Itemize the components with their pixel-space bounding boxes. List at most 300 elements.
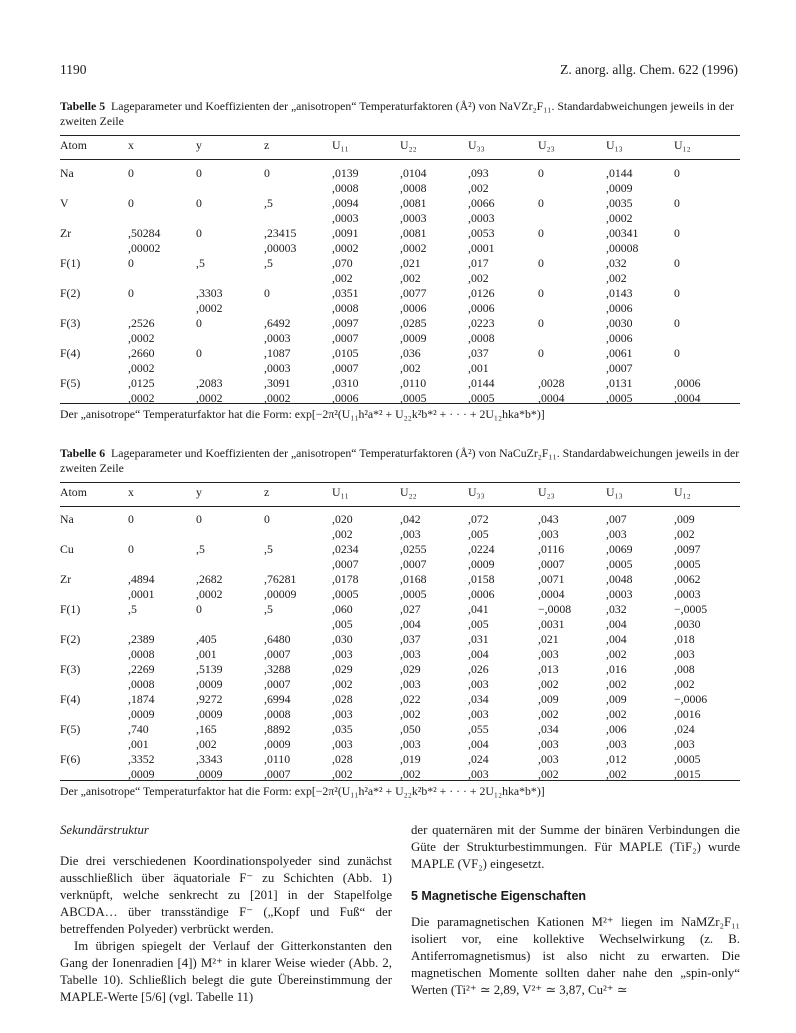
table-cell: ,003	[400, 647, 421, 661]
table-cell	[264, 527, 332, 542]
table-cell: ,002	[400, 271, 421, 285]
table-cell: ,0125	[128, 376, 155, 390]
table-row	[60, 331, 740, 346]
table-row	[60, 346, 740, 361]
table-cell: −,0006	[674, 692, 708, 706]
table-cell: ,037	[400, 632, 421, 646]
table-cell: ,003	[674, 647, 695, 661]
table6-bottom-rule	[60, 780, 740, 781]
table-row	[60, 181, 740, 196]
table-cell	[264, 557, 332, 572]
table-cell: ,0223	[468, 316, 495, 330]
table-cell: ,009	[606, 692, 627, 706]
table-cell: ,002	[606, 677, 627, 691]
table-row	[60, 241, 740, 256]
table-cell	[674, 331, 740, 346]
table-cell: ,0009	[196, 767, 223, 781]
table-cell: ,0030	[674, 617, 701, 631]
table6-header	[60, 485, 740, 500]
table-cell	[60, 527, 128, 542]
table-row	[60, 737, 740, 752]
table-cell: ,0002	[332, 241, 359, 255]
table-cell: 0	[674, 286, 680, 300]
table-cell: ,0053	[468, 226, 495, 240]
table-row	[60, 587, 740, 602]
table-cell: V	[60, 196, 69, 210]
table-cell: ,0004	[674, 391, 701, 405]
table6-header-rule	[60, 506, 740, 507]
table-cell	[60, 361, 128, 376]
table-cell: ,042	[400, 512, 421, 526]
table-cell: ,0035	[606, 196, 633, 210]
column-header: U₃₃	[468, 485, 485, 499]
table-cell: ,004	[606, 632, 627, 646]
table-cell: ,0006	[606, 331, 633, 345]
paragraph: Die drei verschiedenen Koordinationspolyeder sind zunächst ausschließlich über äquatoriale F⁻ zu Schichten (Abb. 1) verknüpft, welche senkrecht zu [201] in der Stapelfolge ABCDA… über transständige F⁻ („Kopf und Fuß“ der betreffenden Polyeder) verbrückt werden.	[60, 854, 392, 936]
table-cell: ,0009	[468, 557, 495, 571]
table-cell: F(5)	[60, 376, 81, 390]
table-cell: ,0005	[400, 391, 427, 405]
table-cell: ,0008	[332, 181, 359, 195]
table-cell: ,0234	[332, 542, 359, 556]
table-cell: ,0178	[332, 572, 359, 586]
table-cell: ,0008	[128, 647, 155, 661]
table-cell: ,0003	[332, 211, 359, 225]
table-cell: ,005	[468, 617, 489, 631]
table-cell	[128, 557, 196, 572]
table-cell: ,001	[196, 647, 217, 661]
table-cell: ,005	[468, 527, 489, 541]
table-cell: ,0003	[400, 211, 427, 225]
table-cell: ,0007	[606, 361, 633, 375]
table-cell	[264, 181, 332, 196]
column-header: x	[128, 485, 134, 499]
table-cell: ,003	[400, 677, 421, 691]
table-cell: ,0005	[674, 752, 701, 766]
table-cell: ,093	[468, 166, 489, 180]
table5-header-rule	[60, 159, 740, 160]
table-cell: ,002	[400, 361, 421, 375]
table-cell: ,004	[468, 737, 489, 751]
table-cell: ,0168	[400, 572, 427, 586]
table-cell: 0	[196, 196, 202, 210]
table-cell: ,2660	[128, 346, 155, 360]
table-cell: ,028	[332, 752, 353, 766]
table-cell: 0	[128, 196, 134, 210]
table-cell	[60, 331, 128, 346]
table-cell: ,0003	[264, 361, 291, 375]
table-cell: ,0069	[606, 542, 633, 556]
table-cell: ,003	[400, 527, 421, 541]
table-cell: 0	[264, 512, 270, 526]
table-row	[60, 361, 740, 376]
table-cell	[196, 271, 264, 286]
table-cell: ,001	[468, 361, 489, 375]
table-cell: ,012	[606, 752, 627, 766]
table-cell: ,1874	[128, 692, 155, 706]
table-cell: ,029	[400, 662, 421, 676]
table-cell: ,002	[606, 647, 627, 661]
table-cell	[538, 241, 606, 256]
table-cell: F(3)	[60, 662, 81, 676]
table-cell: ,002	[400, 707, 421, 721]
column-header: y	[196, 485, 202, 499]
table-cell: ,0048	[606, 572, 633, 586]
table-cell: ,0003	[674, 587, 701, 601]
table-cell: ,0062	[674, 572, 701, 586]
table-cell	[264, 301, 332, 316]
table-cell: ,003	[332, 647, 353, 661]
table-cell: ,034	[538, 722, 559, 736]
table-cell: ,0002	[606, 211, 633, 225]
table-cell: ,4894	[128, 572, 155, 586]
table-cell: ,032	[606, 602, 627, 616]
table-cell: ,0006	[400, 301, 427, 315]
table-cell: ,5	[196, 256, 205, 270]
table-cell: ,009	[538, 692, 559, 706]
table-cell: ,003	[468, 707, 489, 721]
table-cell	[128, 617, 196, 632]
table-row	[60, 316, 740, 331]
table-cell	[264, 211, 332, 226]
table-cell: F(2)	[60, 632, 81, 646]
table-cell: ,003	[674, 737, 695, 751]
table-cell: ,1087	[264, 346, 291, 360]
column-header: U₁₁	[332, 138, 349, 152]
table-cell: 0	[674, 226, 680, 240]
table-row	[60, 647, 740, 662]
table-cell: F(6)	[60, 752, 81, 766]
table-cell: ,0105	[332, 346, 359, 360]
table-cell: 0	[538, 196, 544, 210]
table-cell: Zr	[60, 572, 72, 586]
table-cell: ,0004	[538, 587, 565, 601]
table-cell: 0	[538, 256, 544, 270]
table-cell: ,003	[538, 737, 559, 751]
table-cell: ,0006	[606, 301, 633, 315]
table-cell: ,0008	[332, 301, 359, 315]
column-header: U₁₃	[606, 485, 623, 499]
table-cell: ,5139	[196, 662, 223, 676]
table-cell: ,6480	[264, 632, 291, 646]
table-cell	[60, 647, 128, 662]
table-row	[60, 256, 740, 271]
table-row	[60, 166, 740, 181]
table-cell: ,019	[400, 752, 421, 766]
table-cell: ,0007	[400, 557, 427, 571]
table-cell: ,021	[400, 256, 421, 270]
table-cell	[60, 557, 128, 572]
table-cell: ,0009	[128, 767, 155, 781]
table-cell: ,0097	[674, 542, 701, 556]
table-cell: ,016	[606, 662, 627, 676]
column-header: y	[196, 138, 202, 152]
table-row	[60, 707, 740, 722]
table-row	[60, 677, 740, 692]
table-cell: ,002	[606, 271, 627, 285]
table-cell: F(1)	[60, 602, 81, 616]
table5-label: Tabelle 5	[60, 99, 106, 113]
table-cell: ,0351	[332, 286, 359, 300]
table-cell: ,5	[128, 602, 137, 616]
table-cell: 0	[674, 166, 680, 180]
table-cell: ,0110	[400, 376, 427, 390]
table-cell: ,0110	[264, 752, 291, 766]
table-cell: 0	[264, 166, 270, 180]
table-cell: −,0008	[538, 602, 572, 616]
table-cell: ,003	[538, 647, 559, 661]
table-cell: 0	[196, 602, 202, 616]
table-cell: ,00341	[606, 226, 639, 240]
table-cell: F(4)	[60, 692, 81, 706]
table-cell: ,9272	[196, 692, 223, 706]
column-header: U₂₂	[400, 138, 417, 152]
table-cell: ,0002	[128, 331, 155, 345]
table-cell	[538, 271, 606, 286]
table-cell: ,8892	[264, 722, 291, 736]
table-cell: ,405	[196, 632, 217, 646]
table-row	[60, 542, 740, 557]
table-cell: ,0003	[606, 587, 633, 601]
table-cell: ,0005	[606, 557, 633, 571]
table-cell: ,0006	[674, 376, 701, 390]
table-cell: ,00003	[264, 241, 297, 255]
table-row	[60, 692, 740, 707]
table-cell: 0	[196, 346, 202, 360]
journal-reference: Z. anorg. allg. Chem. 622 (1996)	[560, 62, 738, 77]
table-cell: 0	[264, 286, 270, 300]
table-cell: ,0143	[606, 286, 633, 300]
table6-footnote: Der „anisotrope“ Temperaturfaktor hat die Form: exp[−2π²(U₁₁h²a*² + U₂₂k²b*² + · · · + 2U₁₂hka*b*)]	[60, 784, 545, 798]
table-cell: ,003	[332, 707, 353, 721]
table-row	[60, 271, 740, 286]
table-cell: ,0007	[264, 677, 291, 691]
table-cell: ,0007	[264, 767, 291, 781]
table-cell	[196, 211, 264, 226]
table-row	[60, 286, 740, 301]
table-cell: ,003	[468, 677, 489, 691]
left-column	[60, 822, 392, 1006]
right-column	[411, 822, 740, 999]
table-cell: ,004	[400, 617, 421, 631]
table-cell: ,002	[674, 677, 695, 691]
table-header-row	[60, 485, 740, 500]
table-cell	[674, 211, 740, 226]
table-cell: ,0285	[400, 316, 427, 330]
table5-footnote: Der „anisotrope“ Temperaturfaktor hat die Form: exp[−2π²(U₁₁h²a*² + U₂₂k²b*² + · · · + 2U₁₂hka*b*)]	[60, 407, 545, 421]
table-cell: 0	[674, 316, 680, 330]
table-cell: ,0003	[264, 331, 291, 345]
table-cell	[60, 737, 128, 752]
table-cell	[128, 211, 196, 226]
table-cell: ,002	[674, 527, 695, 541]
page-header	[60, 62, 738, 82]
table-cell: ,2083	[196, 376, 223, 390]
table-cell: ,3352	[128, 752, 155, 766]
table-cell: 0	[128, 542, 134, 556]
table-cell: ,0005	[332, 587, 359, 601]
table-cell: ,0009	[606, 181, 633, 195]
column-header: U₂₃	[538, 138, 555, 152]
table-cell: ,0005	[400, 587, 427, 601]
table-cell: ,027	[400, 602, 421, 616]
table-cell: 0	[128, 286, 134, 300]
table-cell	[674, 361, 740, 376]
table-row	[60, 572, 740, 587]
table-cell: ,0077	[400, 286, 427, 300]
column-header: Atom	[60, 485, 87, 499]
column-header: U₁₁	[332, 485, 349, 499]
table-cell: ,030	[332, 632, 353, 646]
table6-caption-text: Lageparameter und Koeffizienten der „anisotropen“ Temperaturfaktoren (Å²) von NaCuZr₂F₁₁. Standardabweichungen jeweils in der zweiten Zeile	[60, 446, 740, 475]
table-cell: ,072	[468, 512, 489, 526]
table-cell: ,003	[538, 752, 559, 766]
table-cell: ,070	[332, 256, 353, 270]
table-cell	[674, 181, 740, 196]
table-cell: ,003	[606, 527, 627, 541]
table-cell: ,004	[468, 647, 489, 661]
table-cell: ,00008	[606, 241, 639, 255]
table-cell: ,76281	[264, 572, 297, 586]
table-cell	[60, 301, 128, 316]
table-cell: ,5	[264, 542, 273, 556]
column-header: U₃₃	[468, 138, 485, 152]
table-cell: ,2526	[128, 316, 155, 330]
table-cell: ,002	[332, 677, 353, 691]
table-cell	[60, 677, 128, 692]
table-cell	[264, 617, 332, 632]
table-row	[60, 602, 740, 617]
table-cell: 0	[196, 226, 202, 240]
table-cell: ,0224	[468, 542, 495, 556]
table-cell: ,0005	[606, 391, 633, 405]
table-cell: ,0004	[538, 391, 565, 405]
table-cell: ,003	[332, 737, 353, 751]
paragraph: Die paramagnetischen Kationen M²⁺ liegen im NaMZr₂F₁₁ isoliert vor, eine kollektive Wechselwirkung (z. B. Antiferromagnetismus) ist also nicht zu erwarten. Die magnetischen Momente sollten daher nahe den „spin-only“ Werten (Ti²⁺ ≃ 2,89, V²⁺ ≃ 3,87, Cu²⁺ ≃	[411, 915, 740, 997]
table-cell	[674, 271, 740, 286]
table-cell: ,0008	[400, 181, 427, 195]
table-cell: ,0071	[538, 572, 565, 586]
table-cell: ,0006	[468, 587, 495, 601]
table-cell: ,50284	[128, 226, 161, 240]
table-cell: ,032	[606, 256, 627, 270]
table-cell: ,0094	[332, 196, 359, 210]
table-cell: ,0007	[332, 557, 359, 571]
table-cell: ,029	[332, 662, 353, 676]
section-heading-magnetische-eigenschaften: 5 Magnetische Eigenschaften	[411, 889, 587, 903]
table-cell: ,020	[332, 512, 353, 526]
table-cell	[60, 241, 128, 256]
table-cell: ,0009	[196, 677, 223, 691]
table-cell: ,002	[332, 767, 353, 781]
table-cell: 0	[674, 346, 680, 360]
table-cell: ,0255	[400, 542, 427, 556]
table5-caption-text: Lageparameter und Koeffizienten der „anisotropen“ Temperaturfaktoren (Å²) von NaVZr₂F₁₁. Standardabweichungen jeweils in der zweiten Zeile	[60, 99, 734, 128]
column-header: U₁₃	[606, 138, 623, 152]
table-row	[60, 376, 740, 391]
table-cell	[538, 361, 606, 376]
table-cell: ,034	[468, 692, 489, 706]
table-cell	[128, 271, 196, 286]
table-cell	[196, 361, 264, 376]
table-cell: ,165	[196, 722, 217, 736]
table-cell: 0	[538, 346, 544, 360]
table-cell	[196, 241, 264, 256]
table-cell: ,0007	[538, 557, 565, 571]
table-cell: ,0005	[674, 557, 701, 571]
table-cell: ,0081	[400, 226, 427, 240]
table-cell: ,0139	[332, 166, 359, 180]
table-cell: ,3091	[264, 376, 291, 390]
table-cell: ,0002	[196, 301, 223, 315]
table-cell	[196, 527, 264, 542]
paragraph: der quaternären mit der Summe der binären Verbindungen die Güte der Strukturbestimmungen. Für MAPLE (TiF₂) wurde MAPLE (VF₂) eingesetzt.	[411, 823, 740, 871]
table-cell: ,0028	[538, 376, 565, 390]
table-cell: F(2)	[60, 286, 81, 300]
table-cell	[674, 301, 740, 316]
table-cell	[128, 301, 196, 316]
table-cell: ,0091	[332, 226, 359, 240]
table-cell: ,0006	[332, 391, 359, 405]
table-cell: ,002	[196, 737, 217, 751]
table-cell: ,001	[128, 737, 149, 751]
table6-caption	[60, 446, 740, 476]
table-cell: ,3288	[264, 662, 291, 676]
table-cell: ,007	[606, 512, 627, 526]
table-cell	[128, 527, 196, 542]
table-cell: ,0008	[128, 677, 155, 691]
table-cell: ,6492	[264, 316, 291, 330]
table-row	[60, 557, 740, 572]
table-cell: ,0002	[128, 391, 155, 405]
table-cell: ,0007	[264, 647, 291, 661]
table-cell: ,018	[674, 632, 695, 646]
page-number: 1190	[60, 62, 87, 77]
table-cell: −,0005	[674, 602, 708, 616]
table-cell: ,0001	[468, 241, 495, 255]
table-cell: ,002	[606, 767, 627, 781]
table-cell: 0	[538, 286, 544, 300]
table-cell: ,028	[332, 692, 353, 706]
table-cell: ,003	[606, 737, 627, 751]
table-cell: 0	[196, 166, 202, 180]
table-cell	[60, 617, 128, 632]
column-header: U₂₂	[400, 485, 417, 499]
table-cell: 0	[196, 512, 202, 526]
table-cell: ,0009	[264, 737, 291, 751]
table-cell: ,0009	[400, 331, 427, 345]
table-row	[60, 632, 740, 647]
table-cell: ,0081	[400, 196, 427, 210]
table-cell: ,0002	[196, 391, 223, 405]
table-cell: ,043	[538, 512, 559, 526]
table-cell: ,035	[332, 722, 353, 736]
table-row	[60, 196, 740, 211]
table-cell: ,6994	[264, 692, 291, 706]
table-cell: ,2269	[128, 662, 155, 676]
table-cell: ,0006	[468, 301, 495, 315]
table-cell: ,00002	[128, 241, 161, 255]
table-cell: ,002	[332, 527, 353, 541]
table-row	[60, 527, 740, 542]
table-cell: ,060	[332, 602, 353, 616]
table-cell: ,3343	[196, 752, 223, 766]
table-cell: ,009	[674, 512, 695, 526]
table-cell: 0	[538, 316, 544, 330]
table-cell	[60, 587, 128, 602]
table-cell: ,740	[128, 722, 149, 736]
table-cell: ,013	[538, 662, 559, 676]
